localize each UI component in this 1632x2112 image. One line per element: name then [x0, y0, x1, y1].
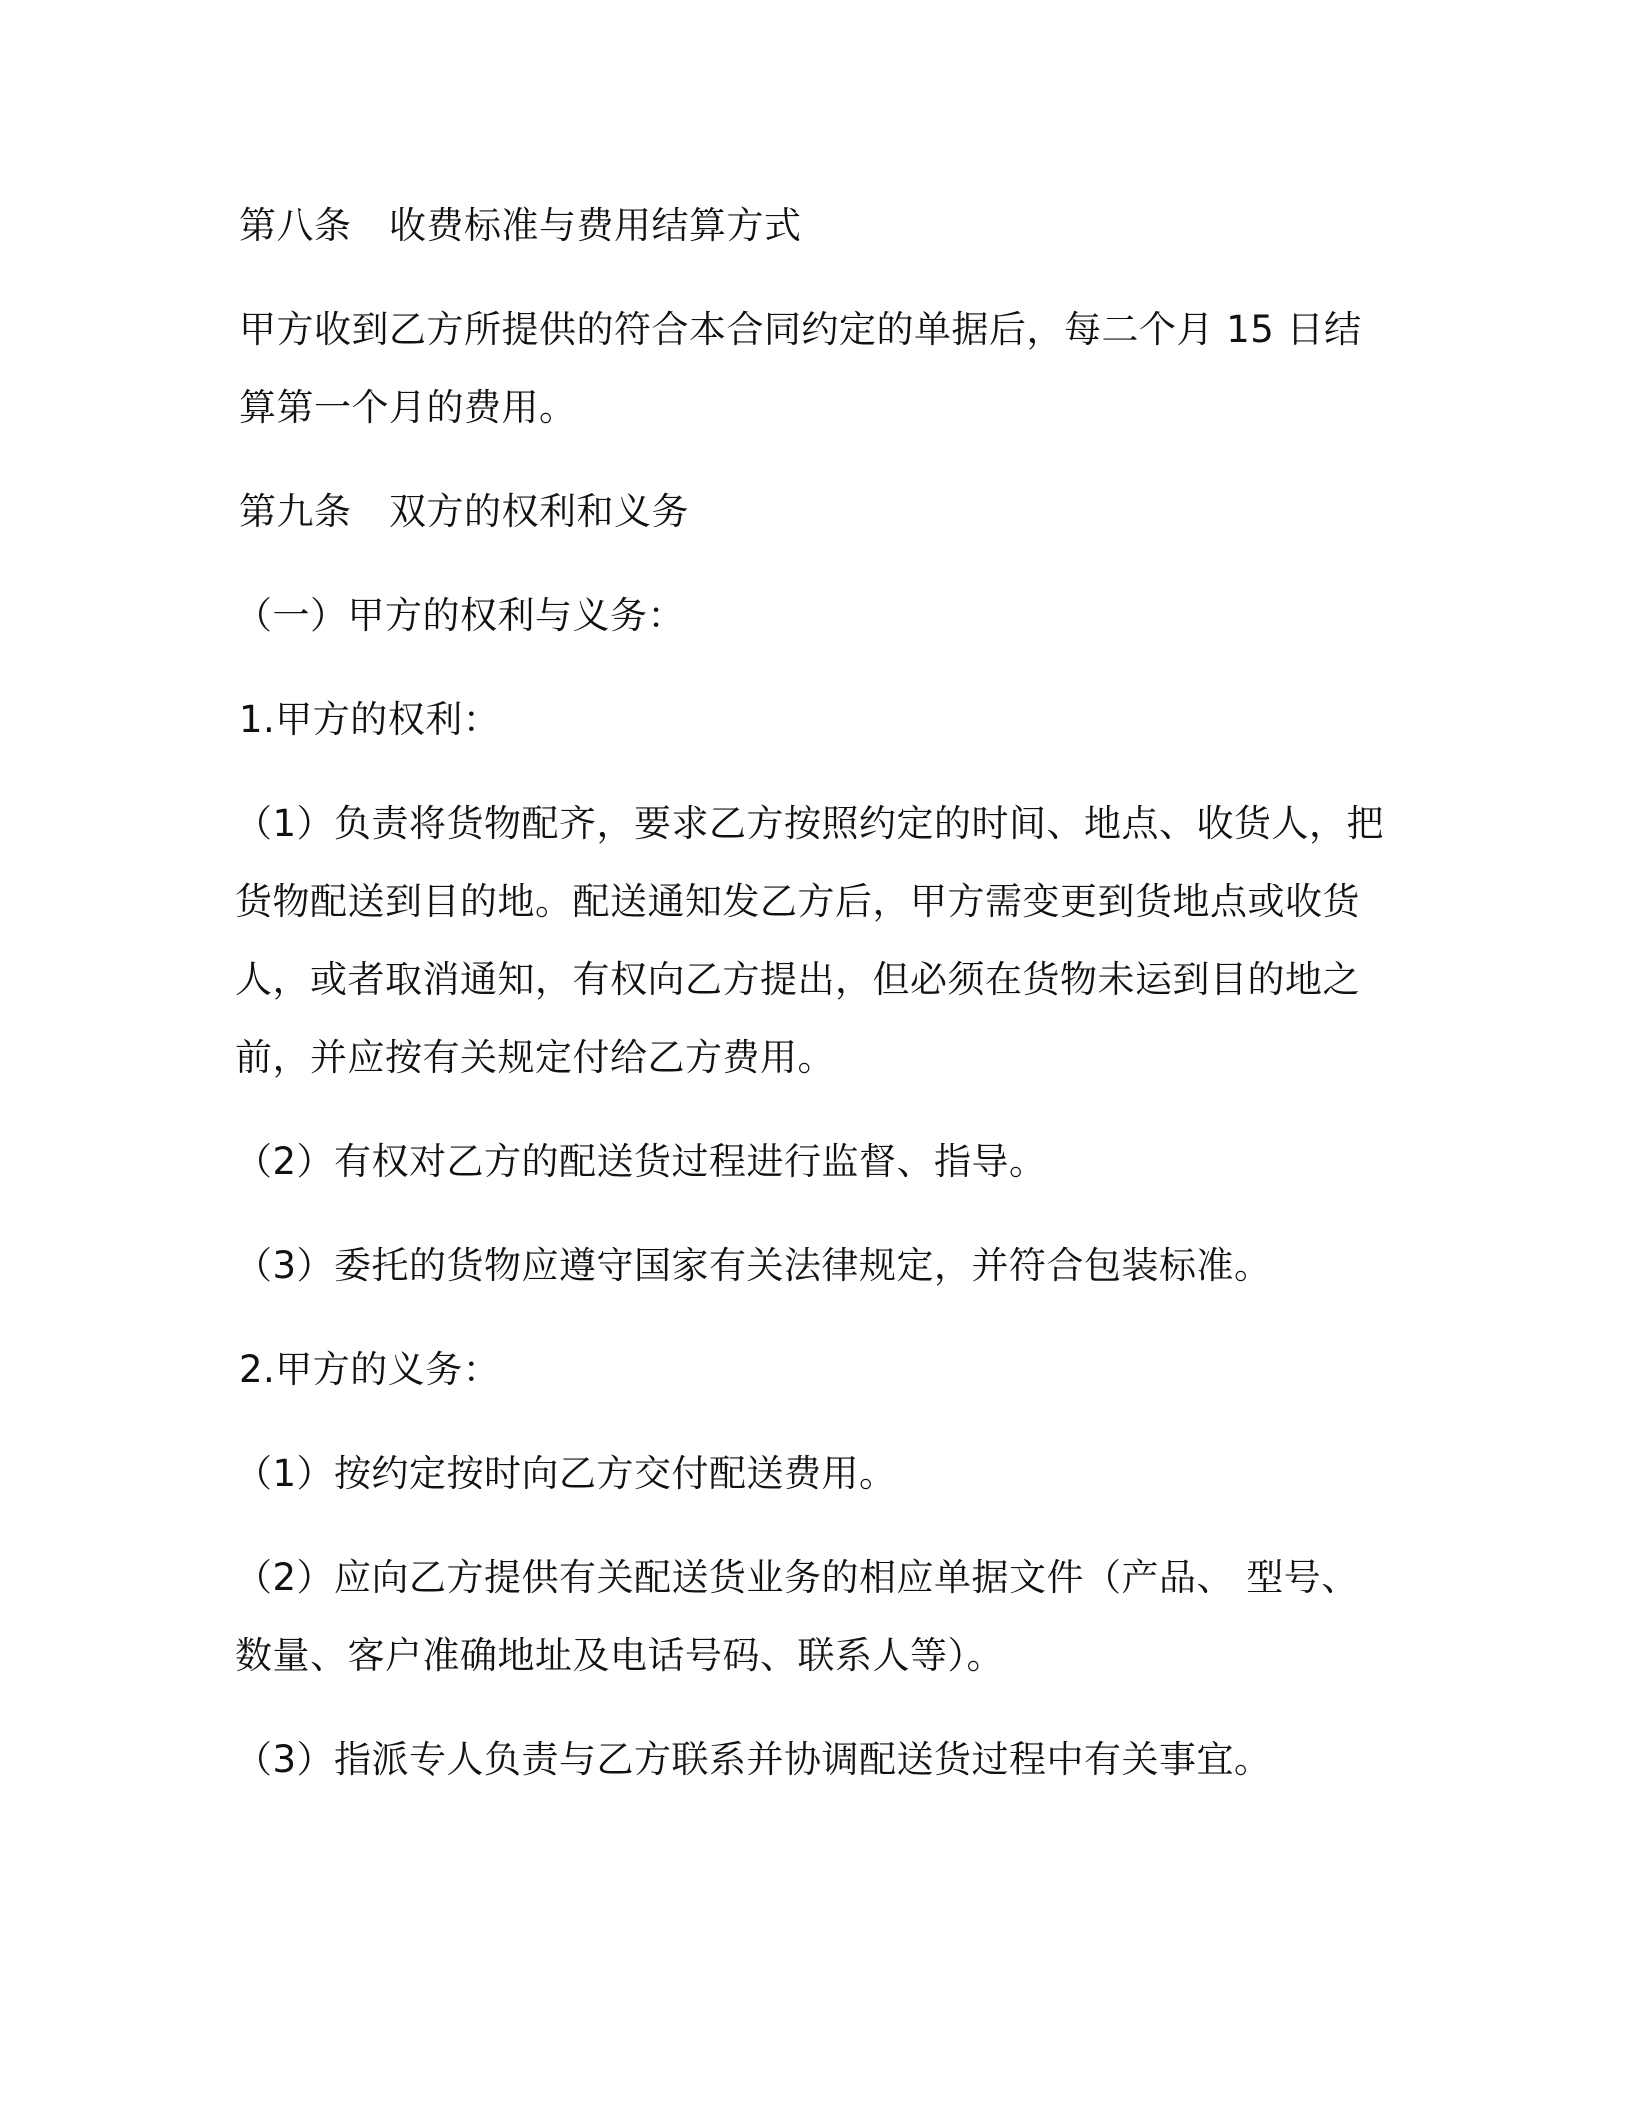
article-8-number: 第八条 [239, 204, 352, 247]
document-body [235, 187, 1389, 1825]
duties-item-3: （3）指派专人负责与乙方联系并协调配送货过程中有关事宜。 [235, 1738, 1272, 1781]
article-8-body: 甲方收到乙方所提供的符合本合同约定的单据后，每二个月 15 日结算第一个月的费用。 [239, 308, 1362, 429]
article-9-number: 第九条 [239, 490, 352, 533]
article-8-title: 收费标准与费用结算方式 [389, 204, 802, 247]
rights-heading: 1.甲方的权利： [239, 698, 501, 741]
duties-heading: 2.甲方的义务： [239, 1348, 501, 1391]
article-9-title: 双方的权利和义务 [389, 490, 689, 533]
article-8-heading [239, 187, 1389, 265]
rights-item-2: （2）有权对乙方的配送货过程进行监督、指导。 [235, 1140, 1047, 1183]
section-1-heading: （一）甲方的权利与义务： [235, 594, 685, 637]
rights-item-3: （3）委托的货物应遵守国家有关法律规定，并符合包装标准。 [235, 1244, 1272, 1287]
rights-item-1: （1）负责将货物配齐，要求乙方按照约定的时间、地点、收货人，把货物配送到目的地。配送通知发乙方后，甲方需变更到货地点或收货人，或者取消通知，有权向乙方提出，但必须在货物未运到目的地之前，并应按有关规定付给乙方费用。 [235, 802, 1385, 1079]
duties-item-2: （2）应向乙方提供有关配送货业务的相应单据文件（产品、 型号、数量、客户准确地址及电话号码、联系人等）。 [235, 1556, 1359, 1677]
article-9-heading [239, 473, 1389, 551]
duties-item-1: （1）按约定按时向乙方交付配送费用。 [235, 1452, 897, 1495]
